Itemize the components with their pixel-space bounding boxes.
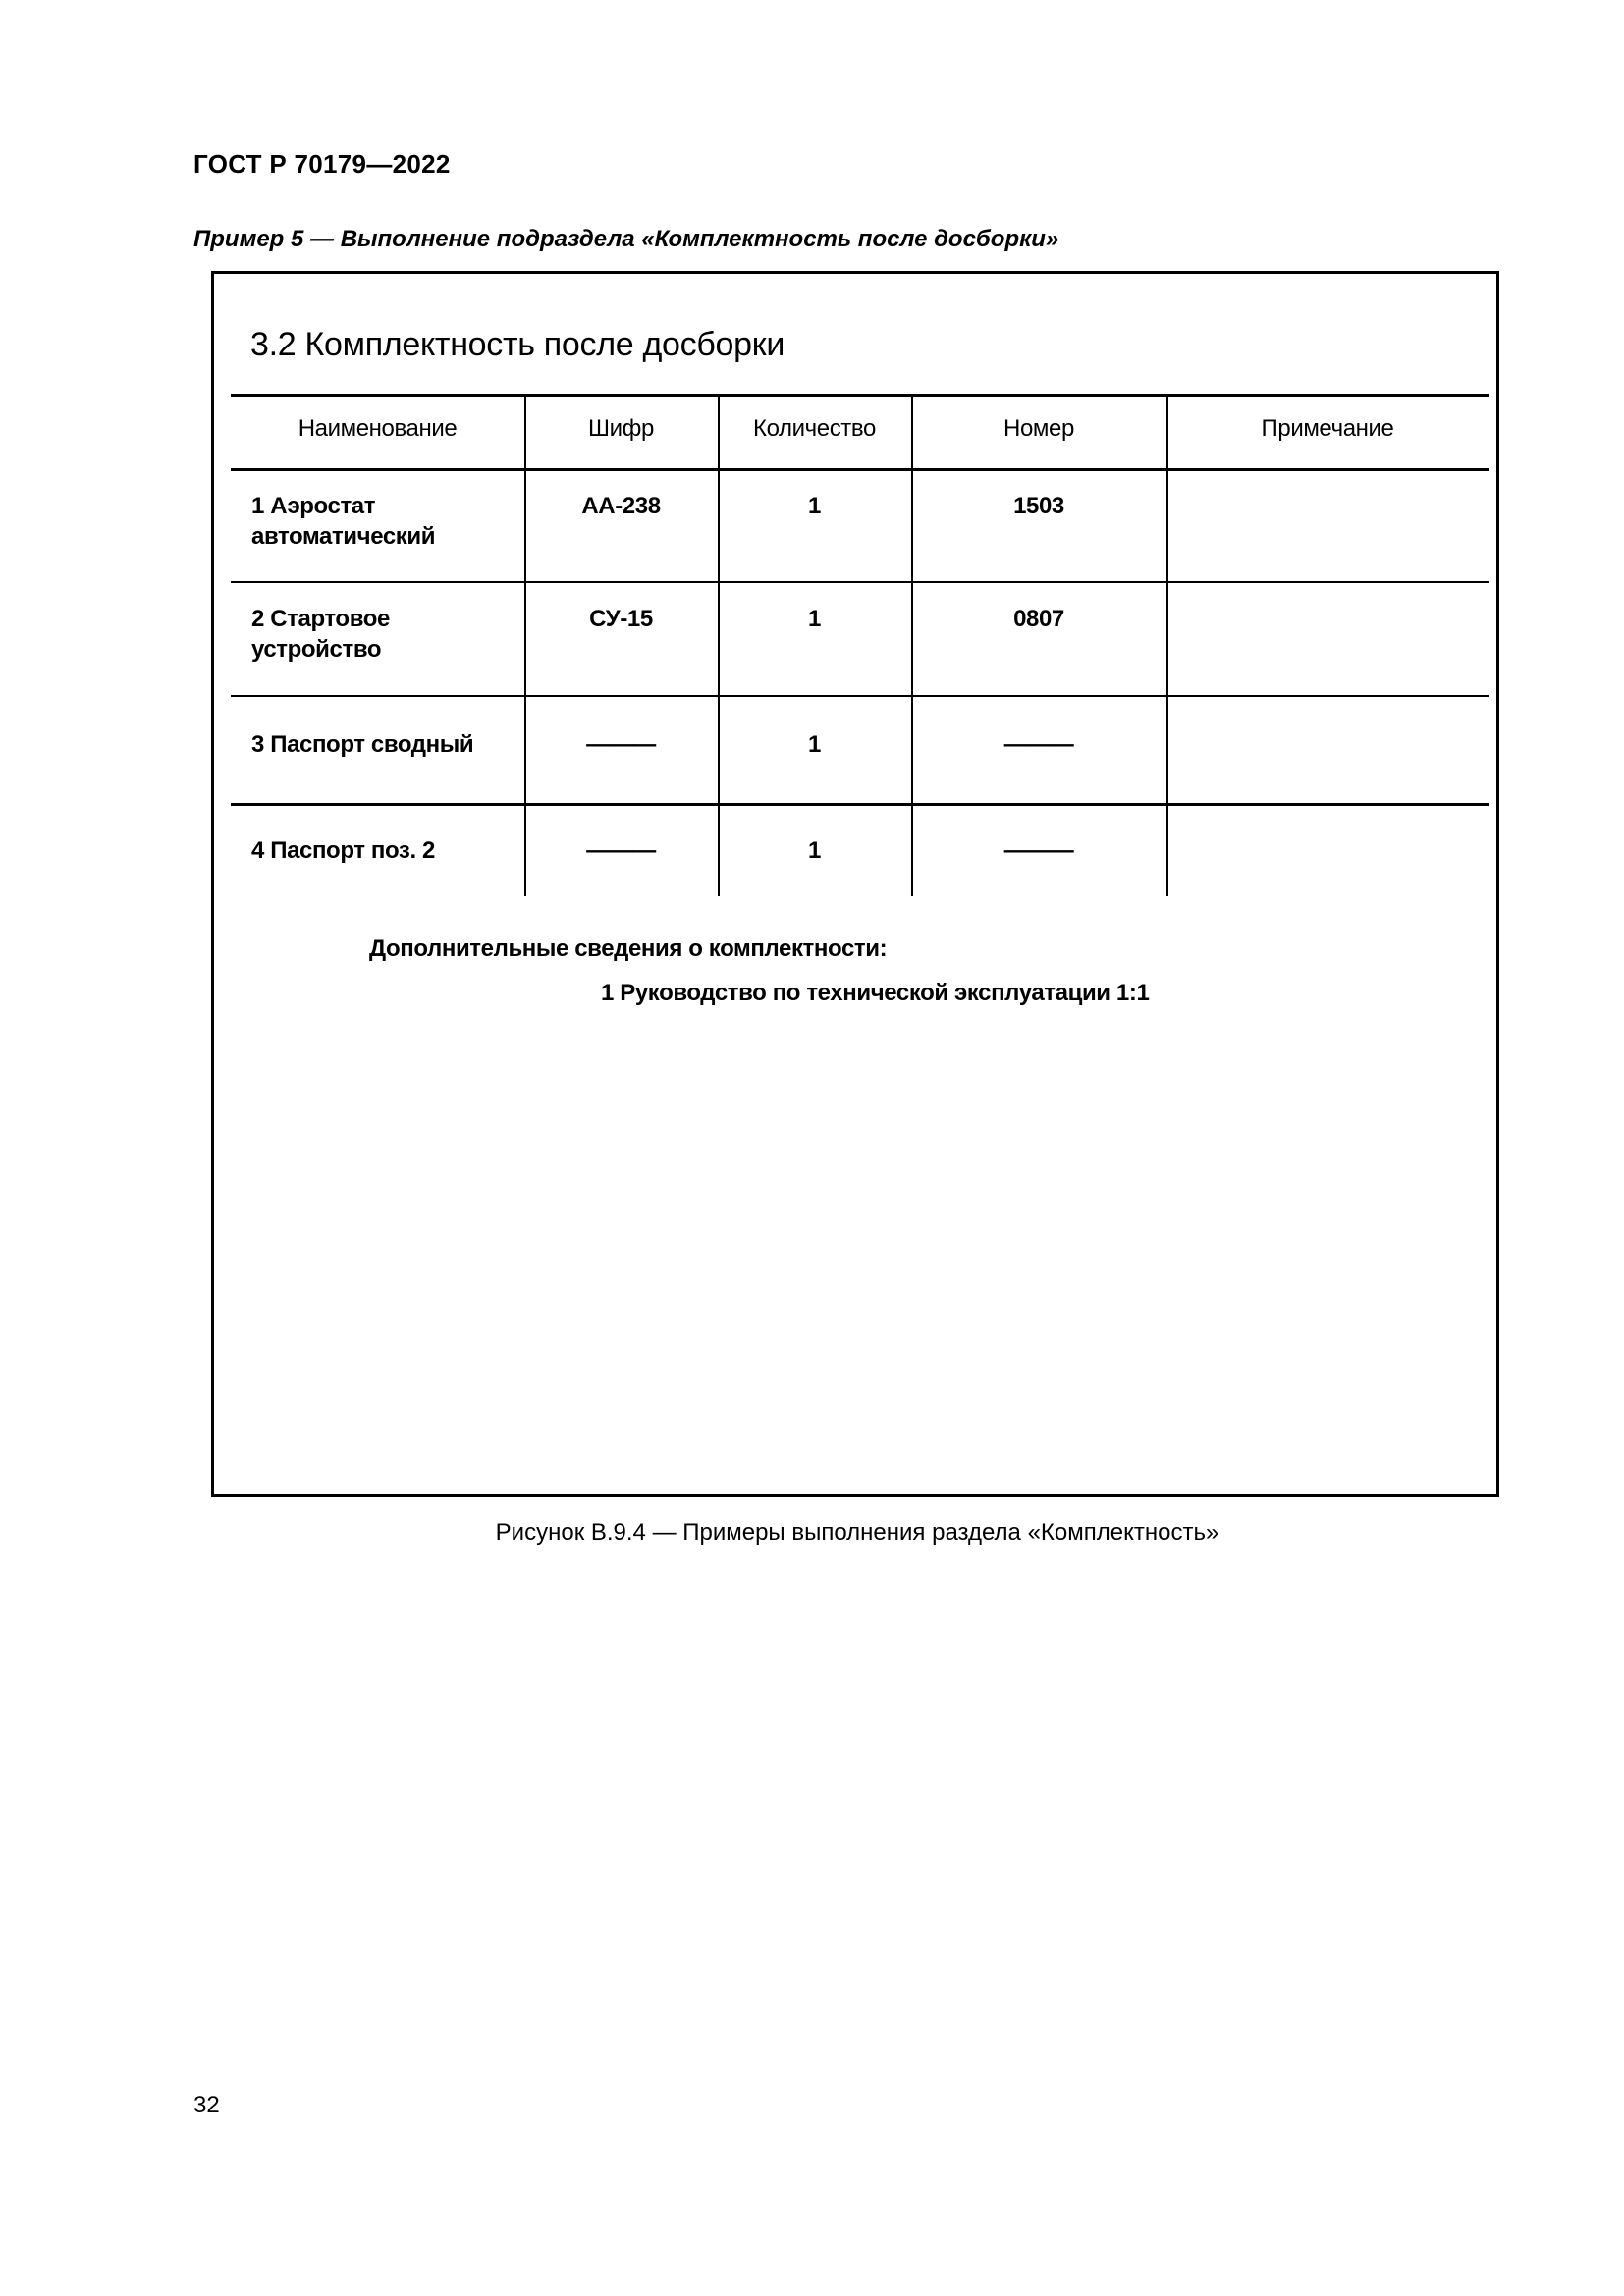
table-row-3-number: ——— xyxy=(1003,731,1074,758)
table-row-2-name xyxy=(251,604,390,665)
additional-info-title: Дополнительные сведения о комплектности: xyxy=(369,935,888,962)
table-row-4-code: ——— xyxy=(586,837,656,864)
table-row-3-name: 3 Паспорт сводный xyxy=(251,731,474,758)
column-header-note: Примечание xyxy=(1261,415,1394,442)
table-row-4-number: ——— xyxy=(1003,837,1074,864)
table-column-divider xyxy=(1166,394,1168,896)
table-row-3-quantity: 1 xyxy=(808,731,821,758)
page-number: 32 xyxy=(193,2092,220,2118)
table-row-divider xyxy=(231,803,1489,806)
table-column-divider xyxy=(911,394,913,896)
additional-info-item: 1 Руководство по технической эксплуатации 1:1 xyxy=(601,980,1150,1006)
table-row-4-name: 4 Паспорт поз. 2 xyxy=(251,837,435,864)
document-standard-header: ГОСТ Р 70179—2022 xyxy=(193,149,451,179)
table-column-divider xyxy=(524,394,526,896)
table-row-3-code: ——— xyxy=(586,731,656,758)
table-row-divider xyxy=(231,695,1489,697)
table-row-2-quantity: 1 xyxy=(808,606,821,632)
table-row-4-quantity: 1 xyxy=(808,837,821,864)
example-caption: Пример 5 — Выполнение подраздела «Комплектность после досборки» xyxy=(193,226,1059,252)
column-header-number: Номер xyxy=(1003,415,1074,442)
table-row-divider xyxy=(231,581,1489,583)
row-name-line: автоматический xyxy=(251,523,436,550)
table-row-1-name xyxy=(251,491,435,552)
table-column-divider xyxy=(718,394,720,896)
table-row-1-number: 1503 xyxy=(1013,493,1064,519)
column-header-code: Шифр xyxy=(588,415,654,442)
table-row-2-number: 0807 xyxy=(1013,606,1064,632)
table-top-border xyxy=(231,394,1489,397)
table-header-divider xyxy=(231,468,1489,471)
row-name-line: 1 Аэростат xyxy=(251,493,376,519)
row-name-line: 2 Стартовое xyxy=(251,606,390,632)
figure-frame xyxy=(211,271,1499,1497)
table-row-1-quantity: 1 xyxy=(808,493,821,519)
figure-caption: Рисунок В.9.4 — Примеры выполнения раздела «Комплектность» xyxy=(495,1520,1219,1546)
table-row-2-code: СУ-15 xyxy=(589,606,653,632)
table-row-1-code: АА-238 xyxy=(581,493,661,519)
row-name-line: устройство xyxy=(251,636,382,663)
section-title: 3.2 Комплектность после досборки xyxy=(250,326,785,363)
column-header-name: Наименование xyxy=(298,415,458,442)
column-header-quantity: Количество xyxy=(753,415,876,442)
